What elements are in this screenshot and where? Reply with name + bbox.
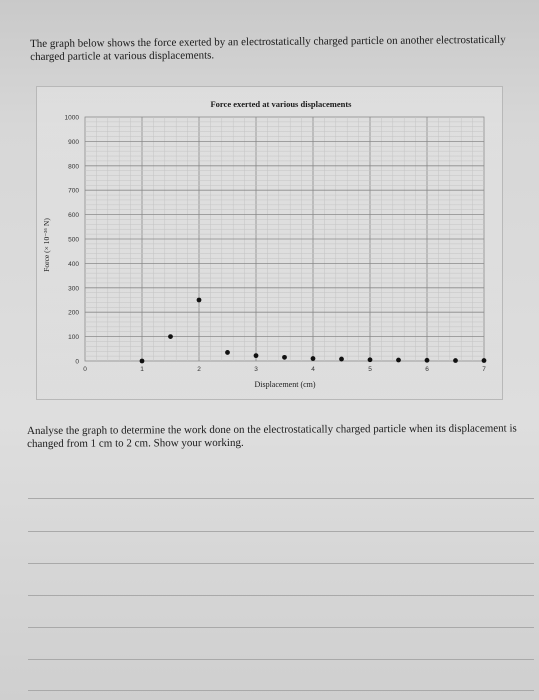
data-point: [168, 334, 173, 339]
data-point: [425, 358, 430, 363]
y-tick-label: 900: [68, 138, 79, 146]
data-point: [254, 353, 259, 358]
data-point: [311, 356, 316, 361]
y-tick-label: 0: [75, 358, 79, 366]
x-tick-label: 7: [482, 366, 486, 373]
y-axis-label: Force (× 10⁻³⁶ N): [42, 218, 51, 272]
x-tick-label: 0: [83, 366, 87, 373]
question-text: Analyse the graph to determine the work done on the electrostatically charged particle when its displacement is changed from 1 cm to 2 cm. Show your working.: [27, 422, 517, 450]
x-tick-label: 3: [254, 366, 258, 373]
data-point: [368, 357, 373, 362]
y-tick-label: 400: [68, 260, 79, 268]
data-point: [453, 358, 458, 363]
data-point: [282, 355, 287, 360]
data-point: [225, 350, 230, 355]
answer-line-5[interactable]: [28, 627, 534, 628]
x-tick-label: 1: [140, 366, 144, 373]
y-tick-label: 800: [68, 163, 79, 171]
answer-line-4[interactable]: [28, 595, 534, 596]
data-point: [140, 359, 145, 364]
y-tick-label: 600: [68, 212, 79, 220]
answer-line-6[interactable]: [28, 659, 534, 660]
data-point: [396, 358, 401, 363]
x-tick-label: 5: [368, 366, 372, 373]
force-displacement-chart: [37, 87, 502, 399]
y-tick-label: 100: [68, 334, 79, 342]
chart-title: Force exerted at various displacements: [210, 99, 352, 109]
answer-line-1[interactable]: [28, 498, 534, 499]
data-point: [482, 358, 487, 363]
intro-text: The graph below shows the force exerted by an electrostatically charged particle on another electrostatically charged particle at various displacements.: [30, 33, 506, 63]
chart-frame: [36, 86, 503, 400]
answer-line-3[interactable]: [28, 563, 534, 564]
y-tick-label: 1000: [64, 114, 79, 122]
x-axis-label: Displacement (cm): [254, 380, 316, 389]
answer-line-7[interactable]: [28, 690, 534, 691]
data-point: [339, 357, 344, 362]
y-tick-label: 300: [68, 285, 79, 293]
x-tick-label: 6: [425, 366, 429, 373]
y-tick-label: 200: [68, 309, 79, 317]
x-tick-label: 4: [311, 366, 315, 373]
y-tick-label: 700: [68, 187, 79, 195]
answer-line-2[interactable]: [28, 531, 534, 532]
y-tick-label: 500: [68, 236, 79, 244]
data-point: [197, 298, 202, 303]
x-tick-label: 2: [197, 366, 201, 373]
